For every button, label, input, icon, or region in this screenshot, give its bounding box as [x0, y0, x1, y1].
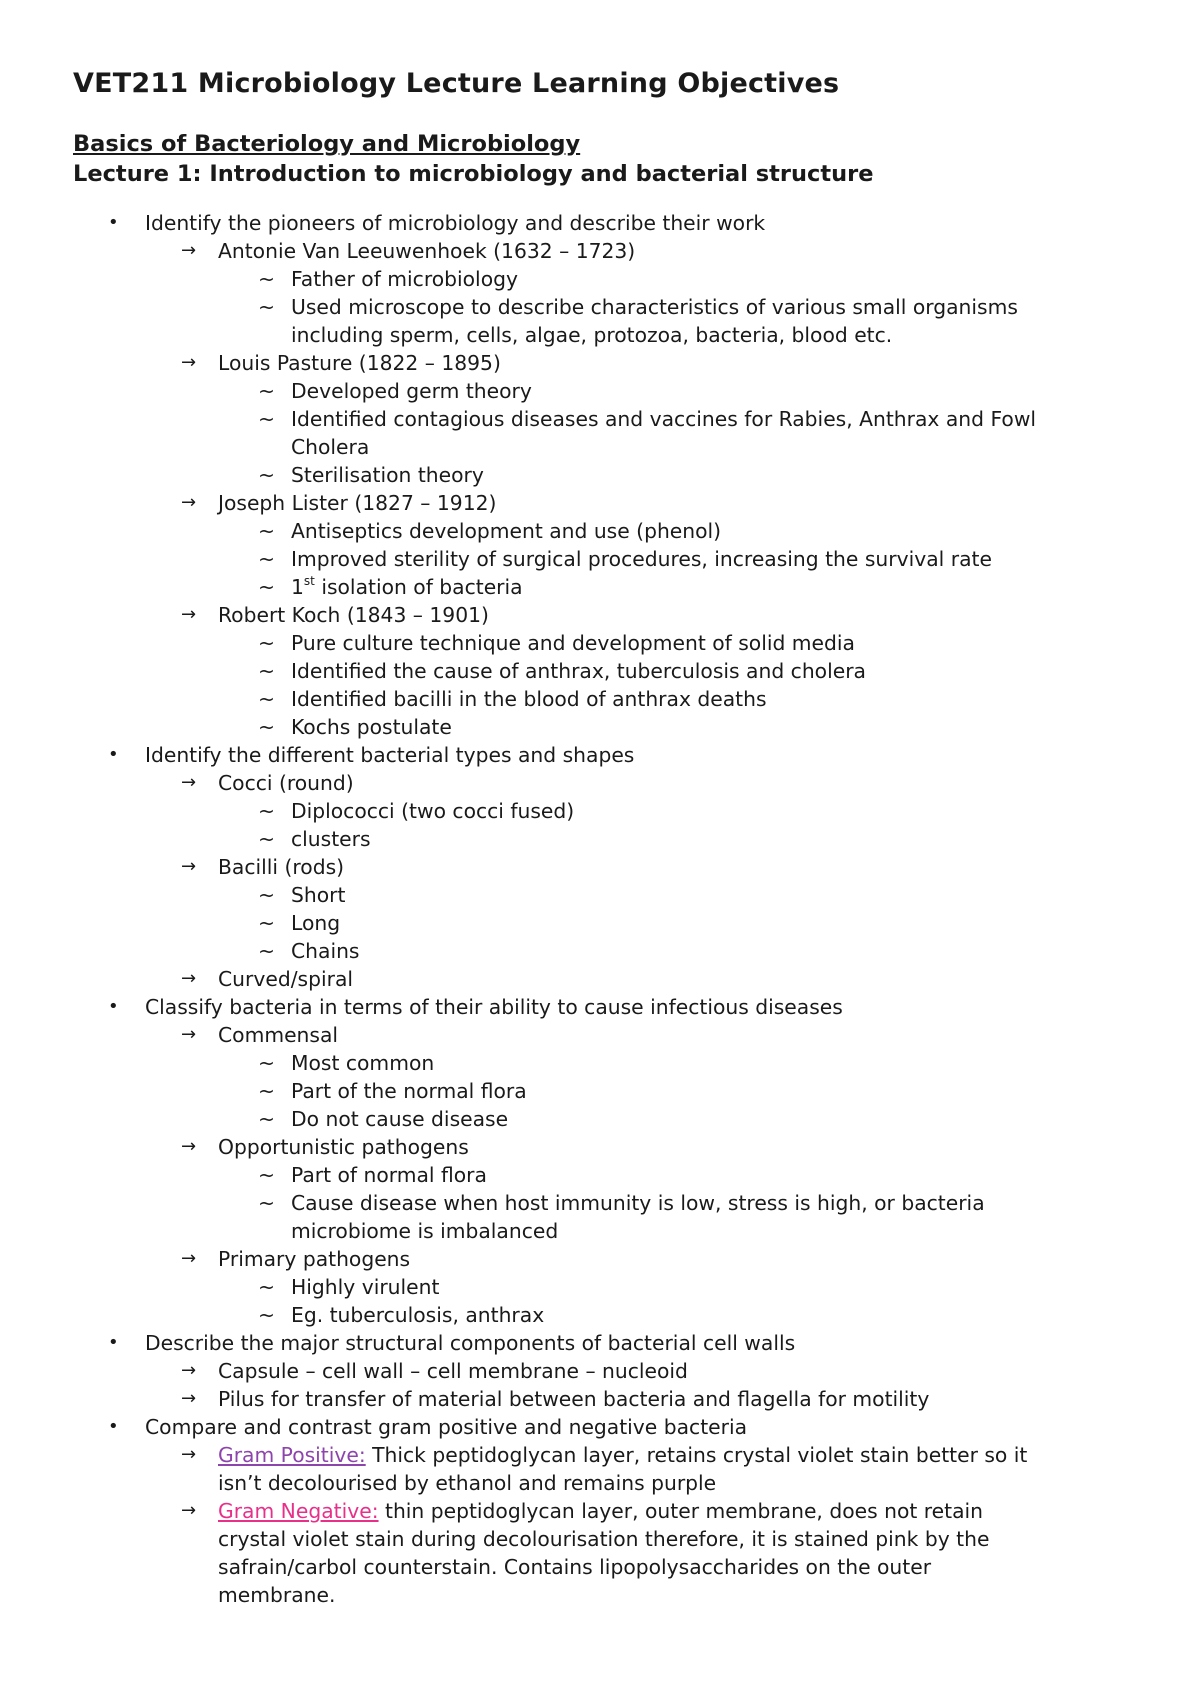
sub-item: → Gram Positive: Thick peptidoglycan layer, retains crystal violet stain better so it [181, 1443, 1028, 1467]
objective-item: • Classify bacteria in terms of their ability to cause infectious diseases [108, 995, 843, 1019]
sub-item: → Pilus for transfer of material between bacteria and flagella for motility [181, 1387, 930, 1411]
detail-item: ~ Most common [258, 1051, 435, 1075]
gram-negative-label: Gram Negative: [218, 1499, 379, 1523]
sub-item: → Bacilli (rods) [181, 855, 345, 879]
objective-item: • Describe the major structural components of bacterial cell walls [108, 1331, 796, 1355]
sub-item-continuation: crystal violet stain during decolourisation therefore, it is stained pink by the [218, 1527, 990, 1551]
detail-item: ~ Pure culture technique and development of solid media [258, 631, 855, 655]
detail-item: ~ Eg. tuberculosis, anthrax [258, 1303, 545, 1327]
arrow-icon: → [181, 968, 197, 989]
detail-item: ~ Do not cause disease [258, 1107, 509, 1131]
lecture-heading: Lecture 1: Introduction to microbiology and bacterial structure [73, 161, 874, 187]
detail-item: ~ Highly virulent [258, 1275, 440, 1299]
tilde-icon: ~ [258, 1275, 275, 1299]
objective-item: • Identify the different bacterial types and shapes [108, 743, 635, 767]
document-title: VET211 Microbiology Lecture Learning Objectives [73, 68, 840, 99]
bullet-icon: • [108, 1332, 119, 1353]
sub-item: → Joseph Lister (1827 – 1912) [181, 491, 497, 515]
section-heading: Basics of Bacteriology and Microbiology [73, 131, 581, 157]
sub-item: → Robert Koch (1843 – 1901) [181, 603, 489, 627]
detail-item: ~ Part of the normal flora [258, 1079, 527, 1103]
detail-item: ~ Diplococci (two cocci fused) [258, 799, 575, 823]
detail-item: ~ Father of microbiology [258, 267, 518, 291]
detail-item: ~ Antiseptics development and use (phenol) [258, 519, 722, 543]
sub-item-continuation: safrain/carbol counterstain. Contains lipopolysaccharides on the outer [218, 1555, 932, 1579]
arrow-icon: → [181, 1136, 197, 1157]
tilde-icon: ~ [258, 659, 275, 683]
detail-item: ~ Chains [258, 939, 360, 963]
arrow-icon: → [181, 1024, 197, 1045]
tilde-icon: ~ [258, 547, 275, 571]
tilde-icon: ~ [258, 939, 275, 963]
sub-item: → Gram Negative: thin peptidoglycan layer, outer membrane, does not retain [181, 1499, 984, 1523]
arrow-icon: → [181, 1444, 197, 1465]
tilde-icon: ~ [258, 407, 275, 431]
detail-item: ~ Part of normal flora [258, 1163, 487, 1187]
sub-item: → Cocci (round) [181, 771, 354, 795]
tilde-icon: ~ [258, 575, 275, 599]
arrow-icon: → [181, 772, 197, 793]
tilde-icon: ~ [258, 379, 275, 403]
tilde-icon: ~ [258, 687, 275, 711]
bullet-icon: • [108, 1416, 119, 1437]
arrow-icon: → [181, 856, 197, 877]
detail-item: ~ 1st isolation of bacteria [258, 574, 523, 599]
sub-item: → Antonie Van Leeuwenhoek (1632 – 1723) [181, 239, 636, 263]
detail-item: ~ Identified the cause of anthrax, tuberculosis and cholera [258, 659, 866, 683]
bullet-icon: • [108, 212, 119, 233]
arrow-icon: → [181, 492, 197, 513]
detail-item: ~ Short [258, 883, 346, 907]
tilde-icon: ~ [258, 631, 275, 655]
detail-item: ~ Identified bacilli in the blood of anthrax deaths [258, 687, 767, 711]
tilde-icon: ~ [258, 1051, 275, 1075]
detail-item: ~ Developed germ theory [258, 379, 532, 403]
arrow-icon: → [181, 1388, 197, 1409]
detail-item: ~ Kochs postulate [258, 715, 452, 739]
tilde-icon: ~ [258, 463, 275, 487]
tilde-icon: ~ [258, 295, 275, 319]
sub-item: → Louis Pasture (1822 – 1895) [181, 351, 501, 375]
sub-item: → Opportunistic pathogens [181, 1135, 469, 1159]
detail-item: ~ Identified contagious diseases and vaccines for Rabies, Anthrax and Fowl [258, 407, 1037, 431]
arrow-icon: → [181, 1360, 197, 1381]
tilde-icon: ~ [258, 519, 275, 543]
objective-item: • Identify the pioneers of microbiology and describe their work [108, 211, 766, 235]
tilde-icon: ~ [258, 1191, 275, 1215]
tilde-icon: ~ [258, 911, 275, 935]
sub-item: → Capsule – cell wall – cell membrane – nucleoid [181, 1359, 688, 1383]
detail-continuation: Cholera [291, 435, 370, 459]
sub-item: → Commensal [181, 1023, 339, 1047]
tilde-icon: ~ [258, 1107, 275, 1131]
detail-continuation: including sperm, cells, algae, protozoa, bacteria, blood etc. [291, 323, 893, 347]
arrow-icon: → [181, 1248, 197, 1269]
sub-item: → Curved/spiral [181, 967, 354, 991]
tilde-icon: ~ [258, 267, 275, 291]
tilde-icon: ~ [258, 883, 275, 907]
detail-item: ~ Improved sterility of surgical procedures, increasing the survival rate [258, 547, 992, 571]
detail-item: ~ Sterilisation theory [258, 463, 484, 487]
arrow-icon: → [181, 1500, 197, 1521]
arrow-icon: → [181, 240, 197, 261]
detail-continuation: microbiome is imbalanced [291, 1219, 559, 1243]
tilde-icon: ~ [258, 1079, 275, 1103]
sub-item-continuation: membrane. [218, 1583, 336, 1607]
bullet-icon: • [108, 744, 119, 765]
objective-item: • Compare and contrast gram positive and negative bacteria [108, 1415, 748, 1439]
detail-item: ~ Long [258, 911, 341, 935]
detail-item: ~ Used microscope to describe characteristics of various small organisms [258, 295, 1018, 319]
detail-item: ~ Cause disease when host immunity is low, stress is high, or bacteria [258, 1191, 985, 1215]
sub-item: → Primary pathogens [181, 1247, 411, 1271]
tilde-icon: ~ [258, 799, 275, 823]
sub-item-continuation: isn’t decolourised by ethanol and remains purple [218, 1471, 717, 1495]
detail-item: ~ clusters [258, 827, 371, 851]
bullet-icon: • [108, 996, 119, 1017]
arrow-icon: → [181, 352, 197, 373]
tilde-icon: ~ [258, 1303, 275, 1327]
tilde-icon: ~ [258, 715, 275, 739]
tilde-icon: ~ [258, 1163, 275, 1187]
objectives-list [0, 209, 1200, 1609]
gram-positive-label: Gram Positive: [218, 1443, 366, 1467]
tilde-icon: ~ [258, 827, 275, 851]
arrow-icon: → [181, 604, 197, 625]
